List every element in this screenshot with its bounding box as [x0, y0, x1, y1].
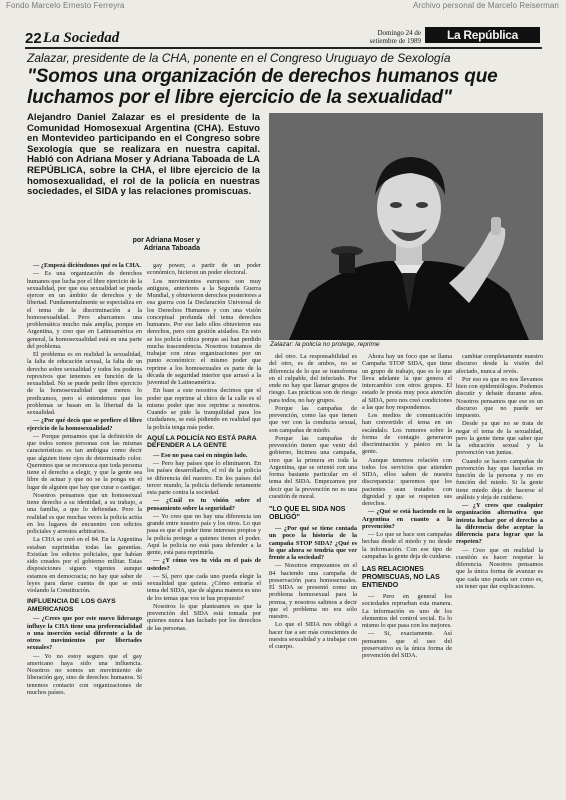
interview-question: — Eso no pasa casi en ningún lado.	[153, 451, 248, 459]
section-title: La Sociedad	[43, 30, 120, 46]
page-number: 22	[25, 30, 42, 47]
body-paragraph: gay power, a partir de un poder económico, hicieron un poder electoral.	[147, 262, 261, 277]
body-paragraph: La CHA se creó en el 84. En la Argentina estaban suprimidas todas las garantías. Existían los edictos policiales, que habían sido creados por el gobierno militar. Estas disposiciones siguen vigentes aunque estamos en democracia; no hay que saber de leyes para darse cuenta de que se está violando la Constitución.	[27, 536, 142, 594]
body-paragraph: — Pero hay países que lo eliminaron. En los países desarrollados, el rol de la policía se diferencia del nuestro. En los países del tercer mundo, la policía defiende netamente esta parte contra la sociedad.	[147, 460, 261, 497]
interview-question: — ¿Por qué se tiene contada un poco la historia de la campaña STOP SIDA? ¿Qué es lo que ahora se tendría que ver frente a la sociedad?	[269, 525, 357, 561]
date-line-1: Domingo 24 de	[377, 29, 421, 37]
body-paragraph: En base a este nosotros decimos que el poder que reprime al chico de la calle es el mismo poder que nos reprime a nosotros. Cuando se pide la tranquilidad para los ciudadanos, se está pidiendo en realidad que la policía tenga más poder.	[147, 387, 261, 431]
body-paragraph: — Porque pensamos que la definición de que todos somos personas con las mismas características es tan ambigua como decir que alguien tiene ojos de determinado color. Queremos que se reconozca que toda persona tiene el derecho a elegir, y que la gente sea libre de actuar y que no se la ponga en el lugar de alguien que hay que curar o castigar.	[27, 432, 142, 491]
body-paragraph: Los medios de comunicación han convertido el tema en un escándalo. Los rumores sobre la forma de contagio generaron discriminación y pánico en la gente.	[362, 412, 452, 456]
body-paragraph: — Yo creo que no hay una diferencia tan grande entre nuestro país y los otros. Lo que pasa es que el poder tiene intereses propios y la policía protege a quienes tienen el poder. Aquí la policía no está para defender a la gente, está para reprimirla.	[147, 512, 261, 557]
interview-question: — ¿Crees que por este nuevo liderazgo influye la CHA tiene una preferencialidad o una inserción social diferente a la de otros movimientos por libertades sexuales?	[27, 615, 142, 652]
body-paragraph: Porque las campañas de prevención tienen que venir del gobierno, hicimos una campaña, creo que la primera en toda la Argentina, que se orientó con una forma bastante particular en el tema del SIDA. Empezamos por decir que la prevención no es una cuestión de moral.	[269, 434, 357, 500]
body-paragraph: Nosotros pensamos que un homosexual tiene derecho a su identidad, a su trabajo, a una familia, a que lo defiendan. Pero la realidad es que muchas veces la policía actúa en los lugares de encuentro con edictos policiales y arrestos arbitrarios.	[27, 491, 142, 535]
body-paragraph: Cuando se hacen campañas de prevención hay que hacerlas en función de la persona y no en función del miedo. Si la gente tiene miedo deja de hacerse el análisis y deja de cuidarse.	[456, 457, 543, 501]
text-column-2	[147, 262, 261, 794]
body-paragraph: Lo que el SIDA nos obligó a hacer fue a ser más conscientes de nuestra sexualidad y a trabajar con el cuerpo.	[269, 621, 357, 650]
body-paragraph: Los movimientos europeos son muy antiguos, anteriores a la Segunda Guerra Mundial, y obtuvieron derechos posteriores a esa guerra con la Declaración Universal de los Derechos Humanos y con una visión conceptual profunda del tema derechos humanos. Por ese lado ellos obtuvieron sus derechos, pero con gestión aislados. En esto se los policía crítica porque así han perdido mucha trascendencia. Nosotros tratamos de trabajar con otras organizaciones por un punto económico: el mismo poder que reprime a los homosexuales es parte de la década de seguridad interior que arrasó a la juventud de Latinoamérica.	[147, 277, 261, 386]
text-column-4	[362, 353, 452, 794]
dateline	[363, 29, 421, 45]
body-paragraph: Aunque tenemos relación con todos los servicios que atienden SIDA, ellos saben de nuestra discrepancia: queremos que los pacientes sean tratados con dignidad y que se respeten sus derechos.	[362, 456, 452, 507]
body-paragraph: — Yo no estoy seguro que el gay americano haya sido una influencia. Nosotros no somos un movimiento de liberación gay, sino de derechos humanos. Sí tenemos contacto con organizaciones de muchos países.	[27, 652, 142, 696]
column-heading: INFLUENCIA DE LOS GAYS AMERICANOS	[27, 598, 116, 613]
body-paragraph: El problema es en realidad la sexualidad, la falta de educación sexual, la falta de un derecho sobre sexualidad y todos los poderes represivos que tenemos en función de la sexualidad. No se puede pedir libre ejercicio de la homosexualidad que menos lo predicamos, pero sí entendemos que los problemas se basan en la libertad de la sexualidad.	[27, 351, 142, 416]
masthead-logo: La República	[425, 27, 540, 43]
interview-question: — ¿Cuál es tu visión sobre el pensamiento sobre la seguridad?	[147, 497, 261, 512]
date-line-2: setiembre de 1989	[369, 37, 421, 45]
body-paragraph: — Pero en general los sociedades reprueban esta manera. La información es uno de los elementos del control social. Es lo mismo lo que pasa con los mejores.	[362, 593, 452, 629]
text-column-3	[269, 353, 357, 794]
interview-question: — ¿Y cómo ves tu vida en el país de ustedes?	[147, 557, 261, 572]
body-paragraph: — Creo que en realidad la cuestión es hacer respetar la diferencia. Nosotros pensamos que la única forma de avanzar es que cada uno pueda ser como es, sin tener que dar explicaciones.	[456, 546, 543, 590]
article-lead: Alejandro Daniel Zalazar es el presidente de la Comunidad Homosexual Argentina (CHA). Estuvo en Montevideo participando en el Congreso sobre Sexología que se realizara en nuestra capital. Habló con Adriana Moser y Adriana Taboada de LA REPÚBLICA, sobre la CHA, el libre ejercicio de la homosexualidad, el rol de la policía en nuestras sociedades, el SIDA y las relaciones promiscuas.	[27, 112, 260, 198]
body-paragraph: Ahora hay un foco que se llama Campaña STOP SIDA, que tiene un grupo de trabajo, que es lo que lleva adelante la que genera el intercambio con otros grupos. El estado le presta muy poca atención al SIDA, pero nos creó condiciones a las que hoy respondemos.	[362, 353, 452, 411]
body-paragraph: Porque las campañas de prevención, como las que tienen que ver con la conducta sexual, son campañas de miedo.	[269, 404, 357, 434]
body-paragraph: — Sí, pero que cada uno pueda elegir la sexualidad que quiera. ¿Cómo entraría el tema del SIDA, que de alguna manera es uno de los temas que vos te has propuesto?	[147, 572, 261, 602]
body-paragraph: Nosotros lo que planteamos es que la prevención del SIDA está tomada por quienes nunca han luchado por los derechos de las personas.	[147, 602, 261, 632]
body-paragraph: del otro. La responsabilidad es del otro, es de ambos, no se diferencia de lo que se transforma en el culpable, del infectado. Por ende no hay que llamar grupos de riesgo. Las prácticas son de riesgo para todos, no hay grupos.	[269, 353, 357, 404]
article-kicker: Zalazar, presidente de la CHA, ponente en el Congreso Uruguayo de Sexología	[27, 51, 451, 65]
body-paragraph: — Nosotros empezamos en el 84 haciendo una campaña de preservación para homosexuales. El SIDA se presentó como un problema homosexual para la prensa, y nosotros salimos a decir que el problema no era sólo nuestro.	[269, 562, 357, 620]
text-column-1	[27, 262, 142, 794]
column-subheading: "LO QUE EL SIDA NOS OBLIGÓ"	[269, 506, 346, 521]
byline-line-2: Adriana Taboada	[143, 245, 200, 252]
column-subheading: LAS RELACIONES PROMISCUAS, NO LAS ENTIENDO	[362, 566, 440, 589]
interview-question: — ¿Y crees que cualquier organización alternativa que intenta luchar por el derecho a la diferencia debe aceptar la diferencia para lograr que la respeten?	[456, 502, 543, 546]
body-paragraph: — Si, exactamente. Así pensamos que el uso del preservativo es la única forma de prevención del SIDA.	[362, 630, 452, 659]
interview-question: — ¿Por qué decís que se prefiere el libre ejercicio de la homosexualidad?	[27, 417, 142, 432]
body-paragraph: — Lo que se hace son campañas hechas desde el miedo y no desde la información. Con ese tipo de campañas la gente deja de cuidarse.	[362, 531, 452, 560]
body-paragraph: Desde ya que no se trata de negar el tema de la sexualidad, pero la gente tiene que saber que la educación sexual y la prevención van juntas.	[456, 420, 543, 457]
body-paragraph: — Es una organización de derechos humanos que lucha por el libre ejercicio de la sexualidad, por que esa sexualidad se pueda ejercer en un ámbito de derechos y de libertad. Fundamentalmente se especializa en el tema de la discriminación a la homosexualidad. Pero abarcamos una problemática mucho más amplia, porque en Argentina, y creo que en Latinoamérica en general, la homosexualidad está en una parte del problema.	[27, 270, 142, 350]
header-rule	[25, 47, 542, 49]
column-heading: AQUÍ LA POLICÍA NO ESTÁ PARA DEFENDER A LA GENTE	[147, 434, 257, 450]
watermark-left: Fondo Marcelo Ernesto Ferreyra	[6, 1, 125, 10]
byline	[92, 237, 200, 253]
portrait-photo	[269, 113, 543, 340]
byline-line-1: por Adriana Moser y	[132, 237, 200, 244]
body-paragraph: Por eso es que no nos llevamos bien con epidemiólogos. Podemos discutir y debatir durante años. Nosotros pensamos que ese es un discurso que no puede ser impuesto.	[456, 375, 543, 419]
interview-question: — ¿Qué se está haciendo en la Argentina en cuanto a la prevención?	[362, 508, 452, 530]
interview-question: — ¿Empezá diciéndonos qué es la CHA.	[33, 262, 141, 269]
text-column-5	[456, 353, 543, 794]
article-headline: "Somos una organización de derechos humanos que luchamos por el libre ejercicio de la sexualidad"	[27, 66, 498, 108]
photo-caption: Zalazar: la policía no protege, reprime	[270, 341, 380, 348]
body-paragraph: cambiar completamente nuestro discurso desde la visión del afectado, nunca al revés.	[456, 353, 543, 375]
watermark-right: Archivo personal de Marcelo Reiserman	[413, 1, 559, 10]
